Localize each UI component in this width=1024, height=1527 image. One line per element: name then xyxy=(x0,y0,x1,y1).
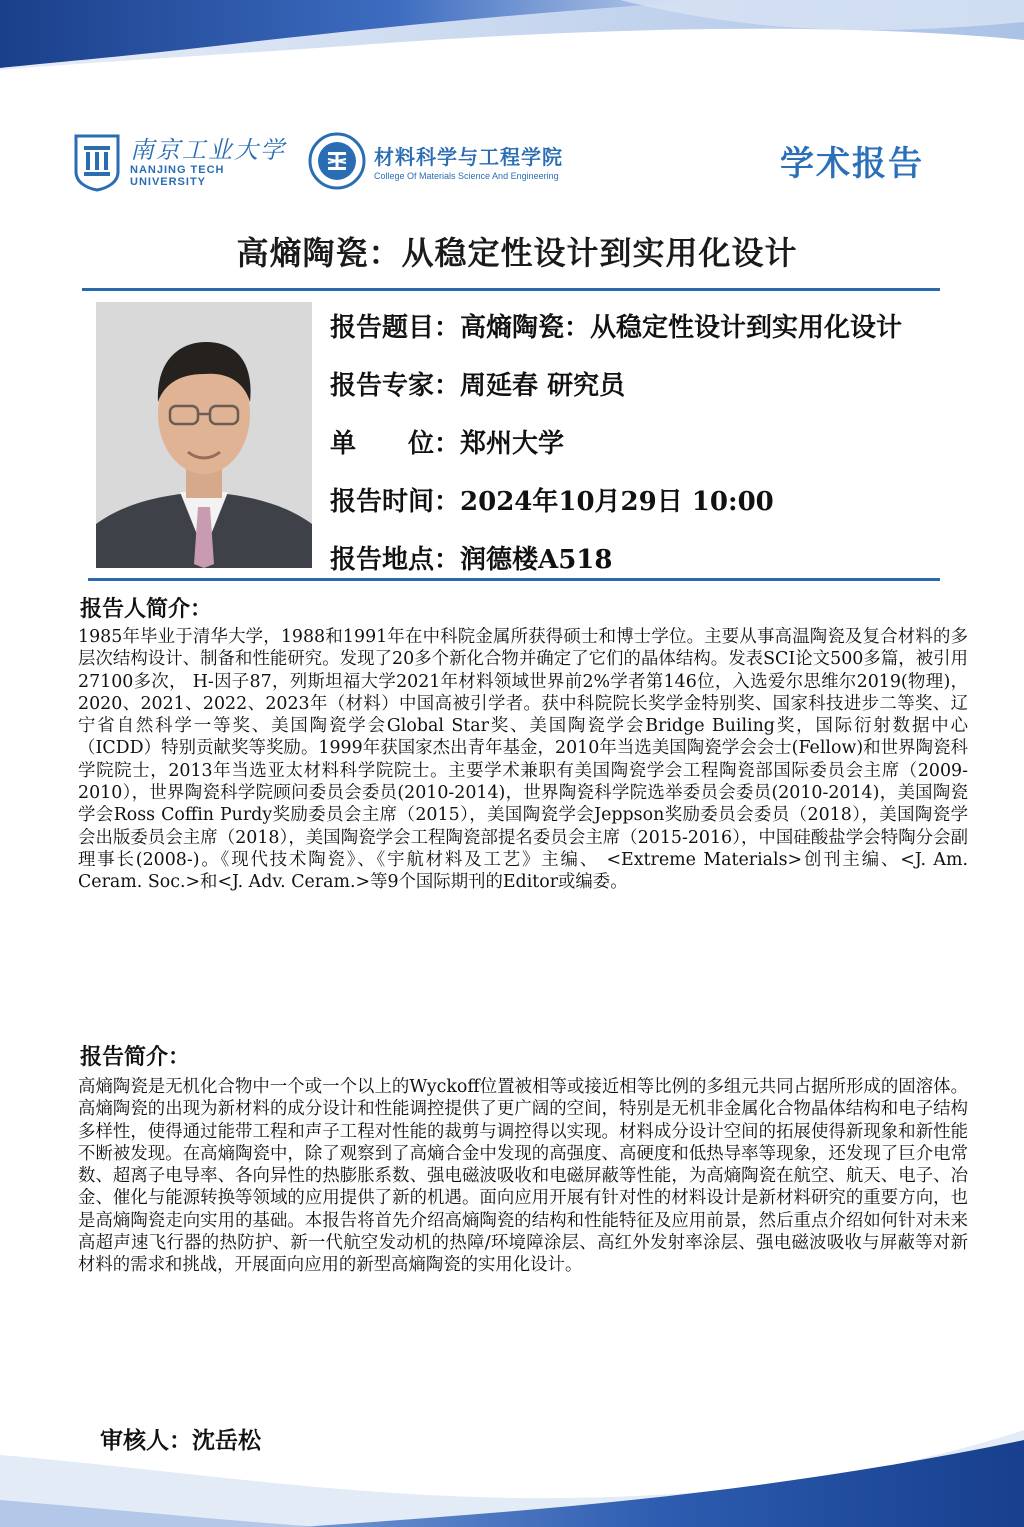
report-type-label: 学术报告 xyxy=(780,144,924,184)
page-title: 高熵陶瓷：从稳定性设计到实用化设计 xyxy=(236,234,798,272)
speaker-bio-text: 1985年毕业于清华大学，1988和1991年在中科院金属所获得硕士和博士学位。主要从事高温陶瓷及复合材料的多层次结构设计、制备和性能研究。发现了20多个新化合物并确定了它们的晶体结构。发表SCI论文500多篇，被引用27100多次， H-因子87，列斯坦福大学2021年材料领域世界前2%学者第146位，入选爱尔思维尔2019(物理)，2020、2021、2022、2023年（材料）中国高被引学者。获中科院院长奖学金特别奖、国家科技进步二等奖、辽宁省自然科学一等奖、美国陶瓷学会Global Star奖、美国陶瓷学会Bridge Builing奖，国际衍射数据中心（ICDD）特别贡献奖等奖励。1999年获国家杰出青年基金，2010年当选美国陶瓷学会会士(Fellow)和世界陶瓷科学院院士，2013年当选亚太材料科学院院士。主要学术兼职有美国陶瓷学会工程陶瓷部国际委员会主席（2009-2010），世界陶瓷科学院顾问委员会委员(2010-2014)，世界陶瓷科学院选举委员会委员(2010-2014)，美国陶瓷学会Ross Coffin Purdy奖励委员会主席（2015），美国陶瓷学会Jeppson奖励委员会委员（2018），美国陶瓷学会出版委员会主席（2018），美国陶瓷学会工程陶瓷部提名委员会主席（2015-2016），中国硅酸盐学会特陶分会副理事长(2008-)。《现代技术陶瓷》、《宇航材料及工艺》主编、 <Extreme Materials>创刊主编、<J. Am. Ceram. Soc.>和<J. Adv. Ceram.>等9个国际期刊的Editor或编委。 xyxy=(78,627,968,893)
info-row-unit xyxy=(330,422,1010,480)
college-logo xyxy=(308,132,563,194)
unit-value: 郑州大学 xyxy=(460,429,565,459)
place-value: 润德楼A518 xyxy=(460,545,613,575)
info-row-topic xyxy=(330,306,1010,364)
reviewer: 审核人：沈岳松 xyxy=(100,1428,261,1454)
university-name-en-line1: NANJING TECH xyxy=(130,164,225,176)
speaker-label: 报告专家： xyxy=(330,371,461,401)
info-divider xyxy=(88,578,940,581)
abstract-heading: 报告简介： xyxy=(80,1045,191,1070)
place-label: 报告地点： xyxy=(330,545,461,575)
college-emblem-icon xyxy=(308,132,366,194)
university-name-en-line2: UNIVERSITY xyxy=(130,176,207,188)
unit-label: 单 位： xyxy=(330,429,461,459)
time-value: 2024年10月29日 10:00 xyxy=(460,487,774,517)
topic-value: 高熵陶瓷：从稳定性设计到实用化设计 xyxy=(460,313,903,343)
college-name-cn: 材料科学与工程学院 xyxy=(374,145,563,169)
topic-label: 报告题目： xyxy=(330,313,461,343)
university-name-cn: 南京工业大学 xyxy=(130,136,286,164)
abstract-text: 高熵陶瓷是无机化合物中一个或一个以上的Wyckoff位置被相等或接近相等比例的多组元共同占据所形成的固溶体。高熵陶瓷的出现为新材料的成分设计和性能调控提供了更广阔的空间，特别是无机非金属化合物晶体结构和电子结构多样性，使得通过能带工程和声子工程对性能的裁剪与调控得以实现。材料成分设计空间的拓展使得新现象和新性能不断被发现。在高熵陶瓷中，除了观察到了高熵合金中发现的高强度、高硬度和低热导率等现象，还发现了巨介电常数、超离子电导率、各向异性的热膨胀系数、强电磁波吸收和电磁屏蔽等性能，为高熵陶瓷在航空、航天、电子、冶金、催化与能源转换等领域的应用提供了新的机遇。面向应用开展有针对性的材料设计是新材料研究的重要方向，也是高熵陶瓷走向实用的基础。本报告将首先介绍高熵陶瓷的结构和性能特征及应用前景，然后重点介绍如何针对未来高超声速飞行器的热防护、新一代航空发动机的热障/环境障涂层、高红外发射率涂层、强电磁波吸收与屏蔽等对新材料的需求和挑战，开展面向应用的新型高熵陶瓷的实用化设计。 xyxy=(78,1077,968,1276)
university-emblem-icon xyxy=(72,132,122,192)
speaker-value: 周延春 研究员 xyxy=(460,371,626,401)
info-row-speaker xyxy=(330,364,1010,422)
top-divider xyxy=(82,288,940,291)
speaker-photo xyxy=(96,302,312,568)
time-label: 报告时间： xyxy=(330,487,461,517)
university-logo xyxy=(72,132,286,192)
info-row-time xyxy=(330,480,1010,538)
report-info xyxy=(330,306,1010,596)
info-row-place xyxy=(330,538,1010,596)
speaker-bio-heading: 报告人简介： xyxy=(80,597,213,622)
college-name-en: College Of Materials Science And Engineering xyxy=(374,171,559,181)
